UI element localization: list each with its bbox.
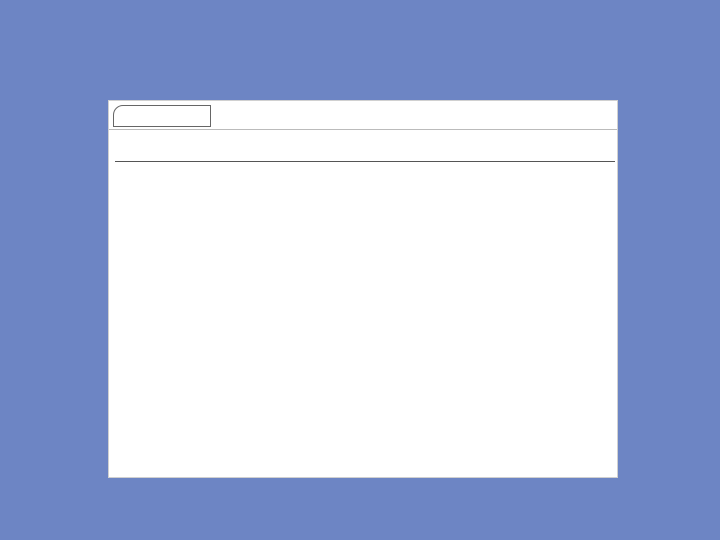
location-factors-table (108, 100, 618, 478)
table-header-bar (109, 101, 617, 130)
table-number (113, 105, 211, 127)
header-divider (115, 161, 615, 162)
